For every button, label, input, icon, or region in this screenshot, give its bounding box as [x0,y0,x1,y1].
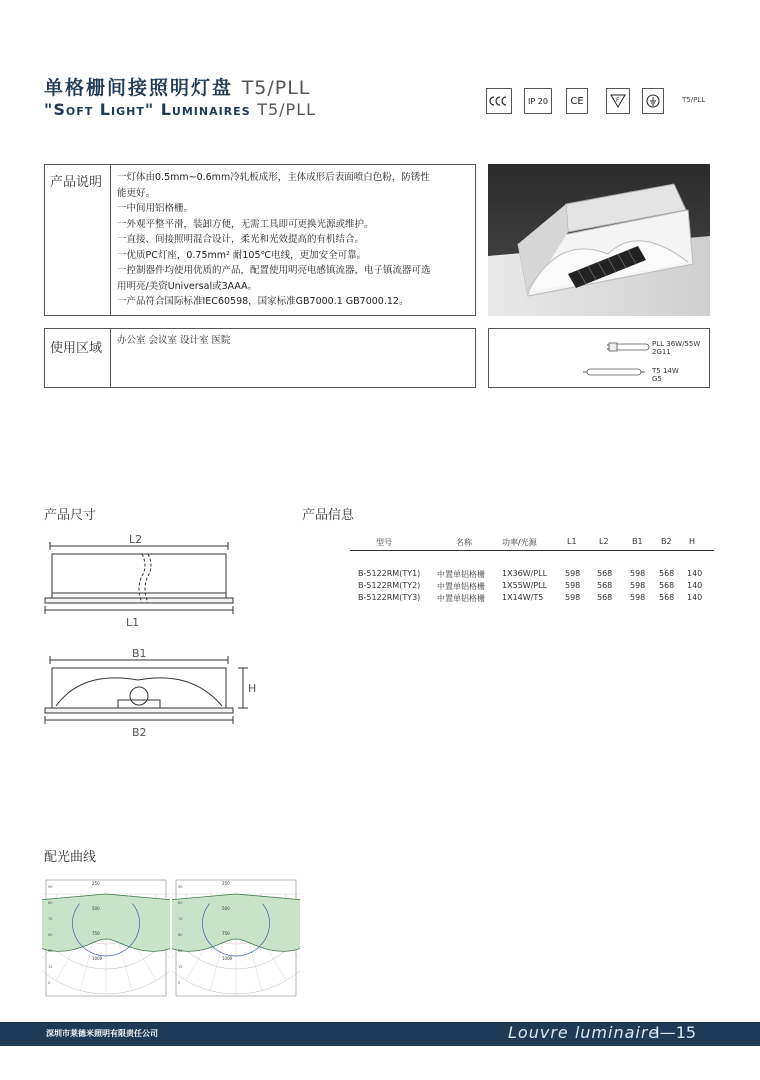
svg-text:F: F [616,97,620,104]
product-photo [488,164,710,316]
title-cn-suffix: T5/PLL [241,77,311,99]
footer-page-number: I—15 [655,1023,697,1042]
description-line: 一优质PC灯座，0.75mm² 耐105℃电线，更加安全可靠。 [117,249,367,261]
table-cell: B-5122RM(TY2) [358,581,421,590]
usage-area-box [44,328,476,388]
triangle-f-mark-icon [606,88,630,114]
angle-label: 80 [48,901,53,905]
ground-symbol-icon [642,88,664,114]
col-b1: B1 [632,537,643,546]
table-cell: B-5122RM(TY1) [358,569,421,578]
lamp-pll-base: 2G11 [652,348,671,356]
ip20-icon [524,88,552,114]
page-title-en [44,100,316,119]
page-title-cn [44,73,310,100]
radial-label: 1000 [222,956,233,961]
col-name: 名称 [456,538,472,547]
light-curve-title: 配光曲线 [44,850,97,865]
product-info-table [350,536,714,603]
label-h: H [248,682,257,695]
table-row [350,581,714,593]
angle-label: 70 [178,917,183,921]
angle-label: 60 [178,933,183,937]
angle-label: 0 [178,981,181,985]
description-label: 产品说明 [45,165,111,315]
t5-pll-label: T5/PLL [682,96,706,104]
table-cell: 1X14W/T5 [502,593,544,602]
usage-label: 使用区域 [45,329,111,387]
angle-label: 15 [48,965,53,969]
description-line: 一外观平整平滑，装卸方便，无需工具即可更换光源或维护。 [117,218,374,230]
label-b1: B1 [132,647,147,660]
label-b2: B2 [132,726,147,739]
lamp-t5-name: T5 14W [652,367,679,375]
col-l2: L2 [599,537,609,546]
label-l1: L1 [126,616,140,629]
table-cell: 中置单铝格栅 [437,594,485,603]
angle-label: 60 [48,933,53,937]
col-power: 功率/光源 [502,538,537,547]
table-cell: 598 [630,569,646,578]
angle-label: 15 [178,965,183,969]
table-cell: 568 [597,593,613,602]
angle-label: 90 [48,885,53,889]
table-cell: 598 [565,593,581,602]
description-line: 一中间用铝格栅。 [117,203,194,214]
title-en-suffix: T5/PLL [257,100,317,119]
angle-label: 70 [48,917,53,921]
angle-label: 80 [178,901,183,905]
table-row [350,569,714,581]
table-cell: 中置单铝格栅 [437,570,485,579]
table-cell: B-5122RM(TY3) [358,593,421,602]
radial-label: 250 [92,881,100,886]
table-cell: 598 [565,581,581,590]
description-line: 一直接、间接照明混合设计，柔光和光效提高的有机结合。 [117,234,365,245]
description-line: 一灯体由0.5mm~0.6mm冷轧板成形，主体成形后表面喷白色粉，防锈性 [117,172,430,183]
ce-mark-icon [566,88,588,114]
footer-series: Louvre luminaire [508,1023,660,1042]
product-info-title: 产品信息 [302,508,355,523]
col-l1: L1 [567,537,577,546]
lamp-box [488,328,710,388]
radial-label: 1000 [92,956,103,961]
col-model: 型号 [376,538,392,547]
title-cn-main: 单格栅间接照明灯盘 [44,77,234,99]
table-cell: 568 [659,593,675,602]
radial-label: 500 [92,906,100,911]
end-elevation-drawing [42,644,262,744]
label-l2: L2 [129,533,143,546]
t5-lamp-icon [583,368,645,376]
table-cell: 140 [687,593,703,602]
light-curve-chart-2 [172,868,300,1008]
table-cell: 1X36W/PLL [502,569,548,578]
table-row [350,593,714,605]
table-cell: 1X55W/PLL [502,581,548,590]
radial-label: 750 [92,931,100,936]
ccc-mark-icon [486,88,512,114]
description-line: 能更好。 [117,187,156,199]
lamp-t5 [652,367,679,383]
col-b2: B2 [661,537,672,546]
description-line: 一控制器件均使用优质的产品，配置使用明亮电感镇流器，电子镇流器可选 [117,265,431,276]
radial-label: 750 [222,931,230,936]
lamp-pll [652,340,700,356]
description-line: 一产品符合国际标准IEC60598，国家标准GB7000.1 GB7000.12。 [117,296,409,307]
description-line: 用明亮/美资Universal或3AAA。 [117,280,258,292]
lamp-pll-name: PLL 36W/55W [652,340,701,348]
table-cell: 598 [630,593,646,602]
radial-label: 500 [222,906,230,911]
light-curve-chart-1 [42,868,170,1008]
lamp-t5-base: G5 [652,375,662,383]
table-cell: 568 [659,581,675,590]
table-cell: 140 [687,569,703,578]
title-en-main: "Soft Light" Luminaires [44,100,251,119]
table-body [350,551,714,603]
col-h: H [689,537,696,546]
table-cell: 140 [687,581,703,590]
table-cell: 中置单铝格栅 [437,582,485,591]
table-cell: 598 [630,581,646,590]
usage-text: 办公室 会议室 设计室 医院 [117,335,231,346]
ip20-label: IP 20 [528,96,548,106]
angle-label: 30 [48,949,53,953]
pll-lamp-icon [607,342,651,352]
footer-company: 深圳市莱德米照明有限责任公司 [46,1029,158,1038]
dimensions-title: 产品尺寸 [44,508,97,523]
table-cell: 568 [659,569,675,578]
description-text [111,165,435,315]
table-cell: 568 [597,569,613,578]
table-cell: 598 [565,569,581,578]
product-description-box [44,164,476,316]
angle-label: 90 [178,885,183,889]
table-cell: 568 [597,581,613,590]
angle-label: 0 [48,981,51,985]
side-elevation-drawing [42,530,238,640]
radial-label: 250 [222,881,230,886]
angle-label: 30 [178,949,183,953]
ce-label: CE [570,95,584,107]
table-header [350,536,714,551]
